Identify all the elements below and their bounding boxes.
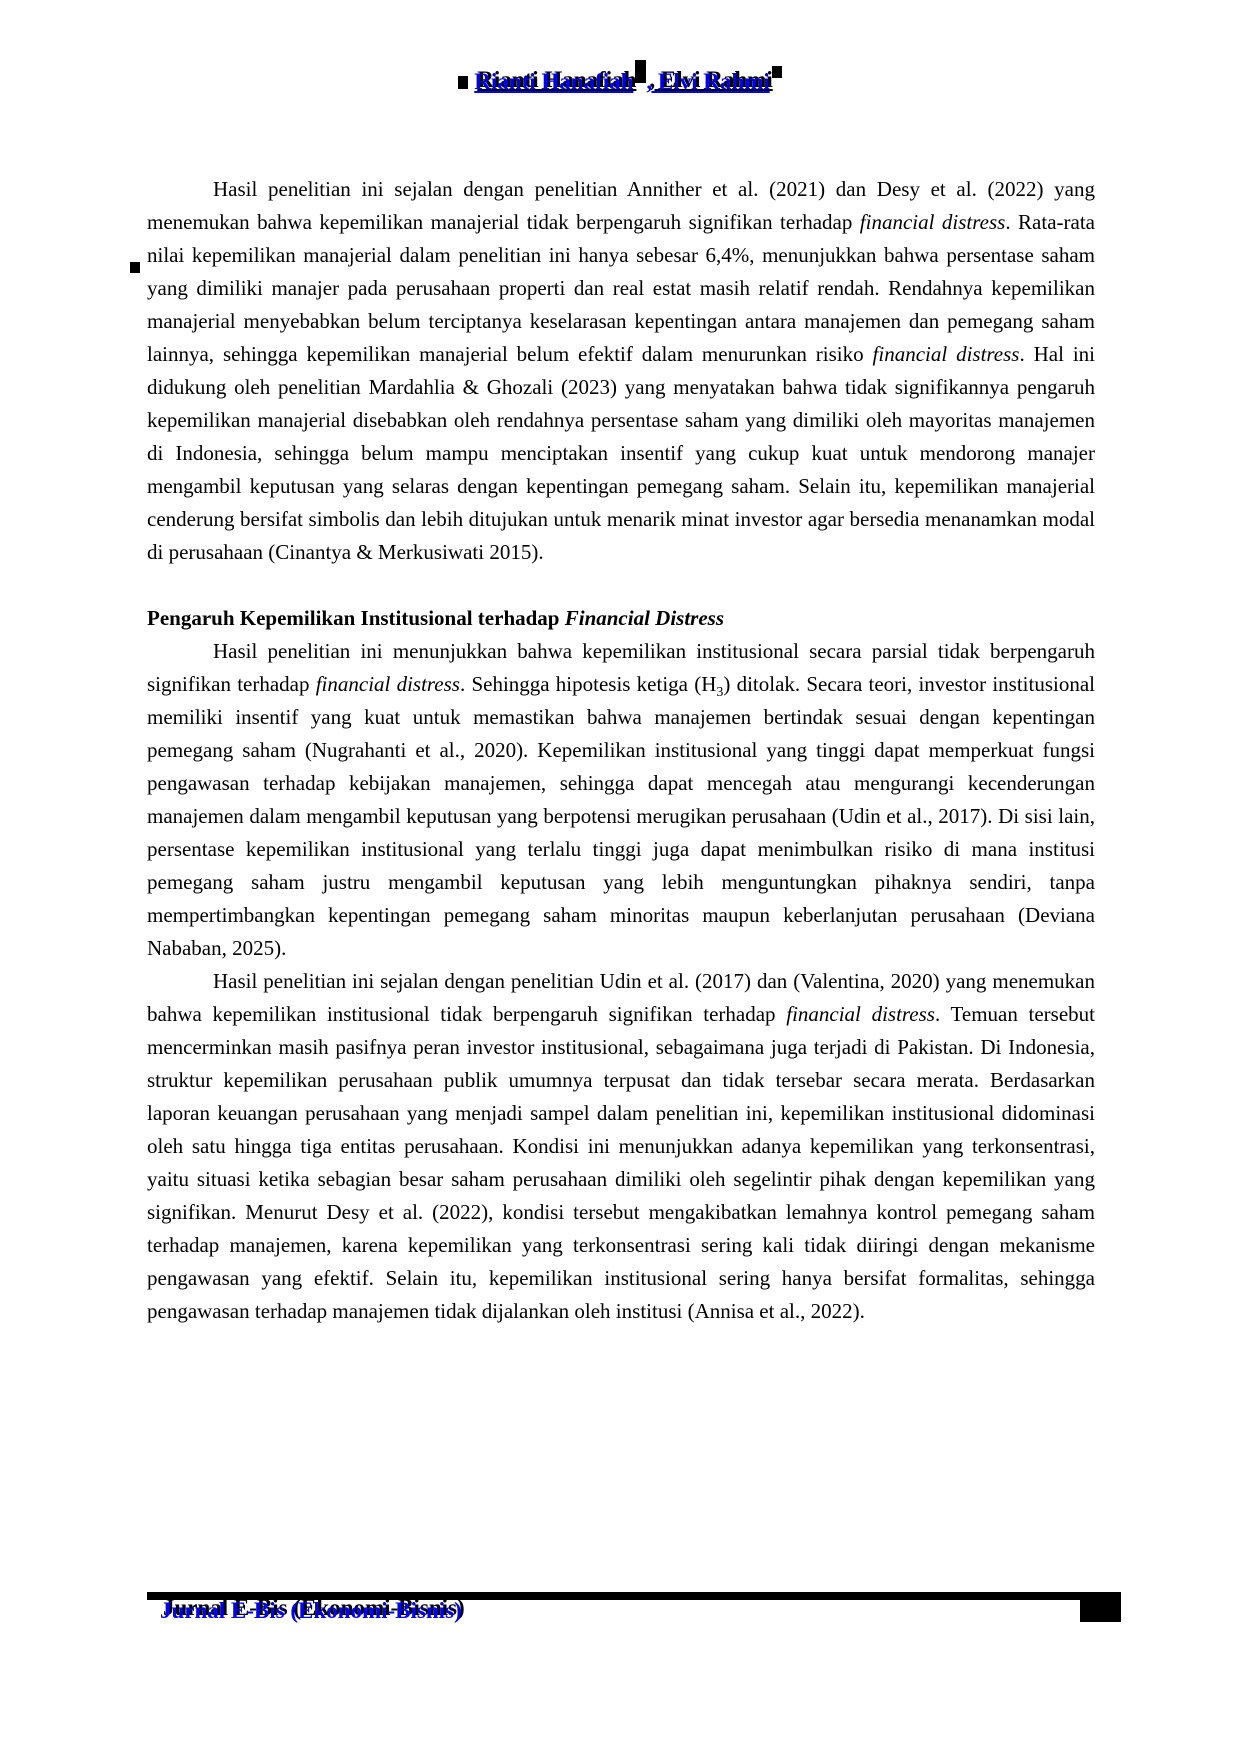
paragraph-institutional-ownership-2: Hasil penelitian ini sejalan dengan penelitian Udin et al. (2017) dan (Valentina, 2020) yang menemukan bahwa kepemilikan institusional tidak berpengaruh signifikan terhadap financial distress. Temuan tersebut mencerminkan masih pasifnya peran investor institusional, sebagaimana juga terjadi di Pakistan. Di Indonesia, struktur kepemilikan perusahaan publik umumnya terpusat dan tidak tersebar secara merata. Berdasarkan laporan keuangan perusahaan yang menjadi sampel dalam penelitian ini, kepemilikan institusional didominasi oleh satu hingga tiga entitas perusahaan. Kondisi ini menunjukkan adanya kepemilikan yang terkonsentrasi, yaitu situasi ketika sebagian besar saham perusahaan dimiliki oleh segelintir pihak dengan kepemilikan yang signifikan. Menurut Desy et al. (2022), kondisi tersebut mengakibatkan lemahnya kontrol pemegang saham terhadap manajemen, karena kepemilikan yang terkonsentrasi sering kali tidak diiringi dengan mekanisme pengawasan yang efektif. Selain itu, kepemilikan institusional sering hanya bersifat formalitas, sehingga pengawasan terhadap manajemen tidak dijalankan oleh institusi (Annisa et al., 2022). — [147, 969, 1096, 1323]
header-margin-marker — [458, 76, 468, 89]
author-name-2[interactable]: Elvi Rahmi — [657, 69, 770, 94]
journal-title[interactable]: Jurnal E-Bis (Ekonomi-Bisnis) — [160, 1598, 462, 1623]
author-separator: , — [646, 69, 658, 94]
author-1-superscript-redaction — [635, 60, 646, 83]
author-line[interactable] — [474, 69, 781, 94]
paragraph-managerial-ownership: Hasil penelitian ini sejalan dengan penelitian Annither et al. (2021) dan Desy et al. (2022) yang menemukan bahwa kepemilikan manajerial tidak berpengaruh signifikan terhadap financial distress. Rata-rata nilai kepemilikan manajerial dalam penelitian ini hanya sebesar 6,4%, menunjukkan bahwa persentase saham yang dimiliki manajer pada perusahaan properti dan real estat masih relatif rendah. Rendahnya kepemilikan manajerial menyebabkan belum terciptanya keselarasan kepentingan antara manajemen dan pemegang saham lainnya, sehingga kepemilikan manajerial belum efektif dalam menurunkan risiko financial distress. Hal ini didukung oleh penelitian Mardahlia & Ghozali (2023) yang menyatakan bahwa tidak signifikannya pengaruh kepemilikan manajerial disebabkan oleh rendahnya persentase saham yang dimiliki oleh mayoritas manajemen di Indonesia, sehingga belum mampu menciptakan insentif yang cukup kuat untuk mendorong manajer mengambil keputusan yang selaras dengan kepentingan pemegang saham. Selain itu, kepemilikan manajerial cenderung bersifat simbolis dan lebih ditujukan untuk menarik minat investor agar bersedia menanamkan modal di perusahaan (Cinantya & Merkusiwati 2015). — [147, 177, 1096, 564]
paragraph-institutional-ownership-1: Hasil penelitian ini menunjukkan bahwa kepemilikan institusional secara parsial tidak berpengaruh signifikan terhadap financial distress. Sehingga hipotesis ketiga $(H_3)$ ditolak. Secara teori, investor institusional memiliki insentif yang kuat untuk memastikan bahwa manajemen bertindak sesuai dengan kepentingan pemegang saham (Nugrahanti et al., 2020). Kepemilikan institusional yang tinggi dapat memperkuat fungsi pengawasan terhadap kebijakan manajemen, sehingga dapat mencegah atau mengurangi kecenderungan manajemen dalam mengambil keputusan yang berpotensi merugikan perusahaan (Udin et al., 2017). Di sisi lain, persentase kepemilikan institusional yang terlalu tinggi juga dapat menimbulkan risiko di mana institusi pemegang saham justru mengambil keputusan yang lebih menguntungkan pihaknya sendiri, tanpa mempertimbangkan kepentingan pemegang saham minoritas maupun keberlanjutan perusahaan (Deviana Nababan, 2025). — [147, 639, 1096, 960]
page-header — [0, 60, 1240, 95]
author-name-1[interactable]: Rianti Hanafiah — [474, 69, 634, 94]
section-heading-institutional-ownership: Pengaruh Kepemilikan Institusional terhadap Financial Distress — [147, 606, 725, 630]
page-number-redaction — [1080, 1592, 1121, 1622]
body-margin-marker — [130, 262, 140, 273]
article-body — [147, 173, 1095, 1328]
author-2-superscript-redaction — [772, 66, 782, 78]
